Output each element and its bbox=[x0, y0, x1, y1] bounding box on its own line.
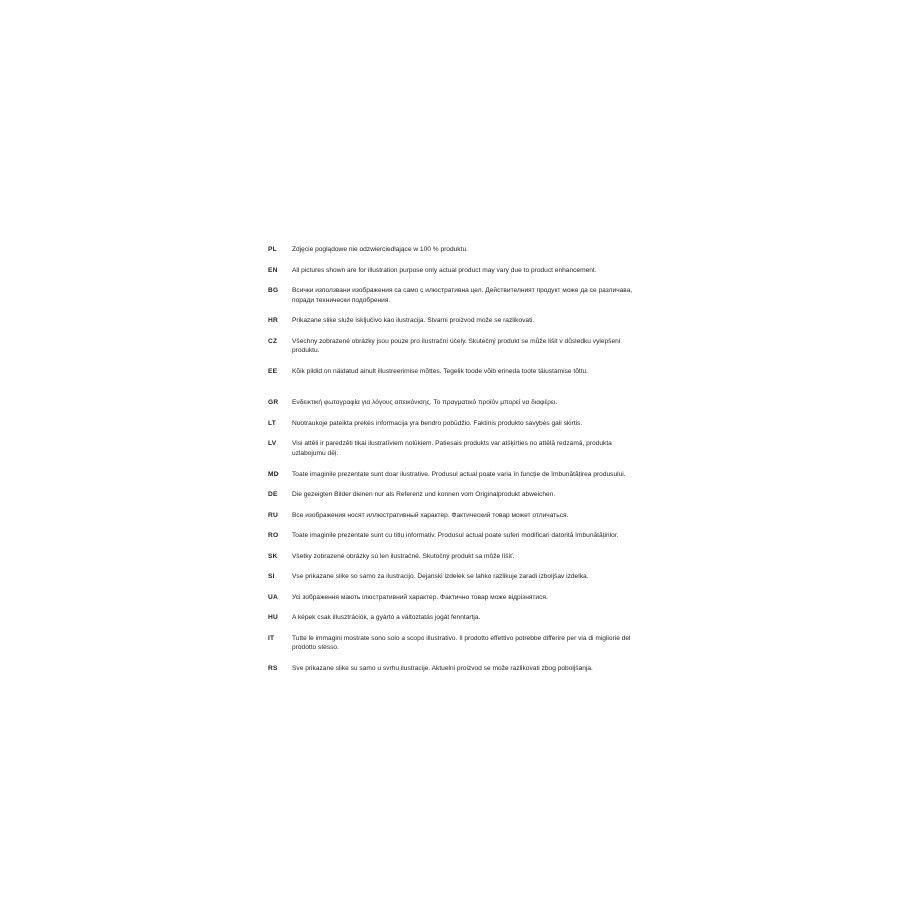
language-code: DE bbox=[268, 491, 278, 499]
disclaimer-row bbox=[268, 593, 638, 603]
disclaimer-row bbox=[268, 245, 638, 255]
disclaimer-row bbox=[268, 634, 638, 653]
language-code: SK bbox=[268, 552, 278, 560]
disclaimer-row bbox=[268, 419, 638, 429]
disclaimer-row bbox=[268, 266, 638, 276]
disclaimer-row bbox=[268, 664, 638, 674]
disclaimer-text: A képek csak illusztrációk, a gyártó a változtatás jogát fenntartja. bbox=[292, 614, 481, 622]
disclaimer-text: Sve prikazane slike su samo u svrhu ilustracije. Aktuelni proizvod se može razlikovati zbog poboljšanja. bbox=[292, 665, 593, 673]
disclaimer-text: Zdjęcie poglądowe nie odzwierciedlające w 100 % produktu. bbox=[292, 246, 468, 253]
disclaimer-text: Усі зображення мають ілюстративний характер. Фактично товар може відрізнятися. bbox=[292, 593, 548, 601]
language-code: MD bbox=[268, 470, 279, 478]
disclaimer-row bbox=[268, 470, 638, 480]
disclaimer-row bbox=[268, 613, 638, 623]
disclaimer-text: Kõik pildid on näidatud ainult illustreerimise mõttes. Tegelik toode võib erineda toote täiustamise tõttu. bbox=[292, 367, 589, 375]
language-code: RS bbox=[268, 665, 278, 673]
disclaimer-text: Die gezeigten Bilder dienen nur als Referenz und konnen vom Originalprodukt abweichen. bbox=[292, 491, 556, 499]
disclaimer-text: Všechny zobrazené obrázky jsou pouze pro ilustrační účely. Skutečný produkt se může lišit v důsledku vylepšení produktu. bbox=[292, 337, 621, 355]
disclaimer-row bbox=[268, 337, 638, 356]
multilingual-disclaimer-block bbox=[268, 245, 638, 685]
disclaimer-text: Nuotraukoje pateikta prekės informacija yra bendro pobūdžio. Faktinis produkto savybės gali skirtis. bbox=[292, 419, 583, 427]
disclaimer-text: Всички използвани изображения са само с илюстративна цел. Действителният продукт може да се различава, поради технически подобрения. bbox=[292, 287, 633, 304]
disclaimer-row bbox=[268, 286, 638, 305]
disclaimer-text: Vse prikazane slike so samo za ilustracijo. Dejanski izdelek se lahko razlikuje zaradi izboljšav izdelka. bbox=[292, 573, 589, 581]
language-code: BG bbox=[268, 287, 279, 295]
disclaimer-text: Ενδεικτική φωτογραφία για λόγους απεικόνισης. Το πραγματικό προϊόν μπορεί να διαφέρει. bbox=[292, 399, 558, 407]
language-code: EN bbox=[268, 266, 278, 274]
disclaimer-text: All pictures shown are for illustration purpose only actual product may vary due to product enhancement. bbox=[292, 266, 597, 274]
language-code: HR bbox=[268, 317, 278, 325]
language-code: SI bbox=[268, 573, 275, 581]
disclaimer-row bbox=[268, 552, 638, 562]
disclaimer-row bbox=[268, 316, 638, 326]
disclaimer-text: Toate imaginile prezentate sunt cu titlu informativ. Produsul actual poate suferi modificari datorită îmbunătățirilor. bbox=[292, 532, 619, 540]
language-code: CZ bbox=[268, 337, 278, 345]
language-code: EE bbox=[268, 367, 278, 375]
disclaimer-row bbox=[268, 367, 638, 377]
language-code: GR bbox=[268, 399, 279, 407]
disclaimer-row bbox=[268, 572, 638, 582]
disclaimer-text: Все изображения носят иллюстративный характер. Фактический товар может отличаться. bbox=[292, 511, 569, 519]
disclaimer-text: Visi attēli ir paredzēti tikai ilustratīviem nolūkiem. Patiesais produkts var atšķirties no attēlā redzamā, produkta uzlabojumu dēļ. bbox=[292, 440, 612, 458]
disclaimer-text: Tutte le immagini mostrate sono solo a scopo illustrativo. Il prodotto effettivo potrebbe differire per via di migliorie del prodotto stesso. bbox=[292, 634, 631, 652]
language-code: HU bbox=[268, 614, 278, 622]
language-code: LV bbox=[268, 440, 277, 448]
language-code: LT bbox=[268, 419, 276, 427]
disclaimer-text: Toate imaginile prezentate sunt doar ilustrative. Produsul actual poate varia în funcție de îmbunătățirea produsului. bbox=[292, 470, 626, 478]
language-code: IT bbox=[268, 634, 275, 642]
disclaimer-row bbox=[268, 439, 638, 458]
language-code: UA bbox=[268, 593, 278, 601]
disclaimer-row bbox=[268, 531, 638, 541]
disclaimer-text: Všetky zobrazené obrázky sú len ilustračné. Skutočný produkt sa môže líšiť. bbox=[292, 552, 515, 560]
disclaimer-row bbox=[268, 398, 638, 408]
disclaimer-row bbox=[268, 511, 638, 521]
language-code: PL bbox=[268, 246, 277, 253]
disclaimer-text: Prikazane slike služe isključivo kao ilustracija. Stvarni proizvod može se razlikovati. bbox=[292, 317, 535, 325]
language-code: RO bbox=[268, 532, 279, 540]
language-code: RU bbox=[268, 511, 278, 519]
disclaimer-row bbox=[268, 490, 638, 500]
